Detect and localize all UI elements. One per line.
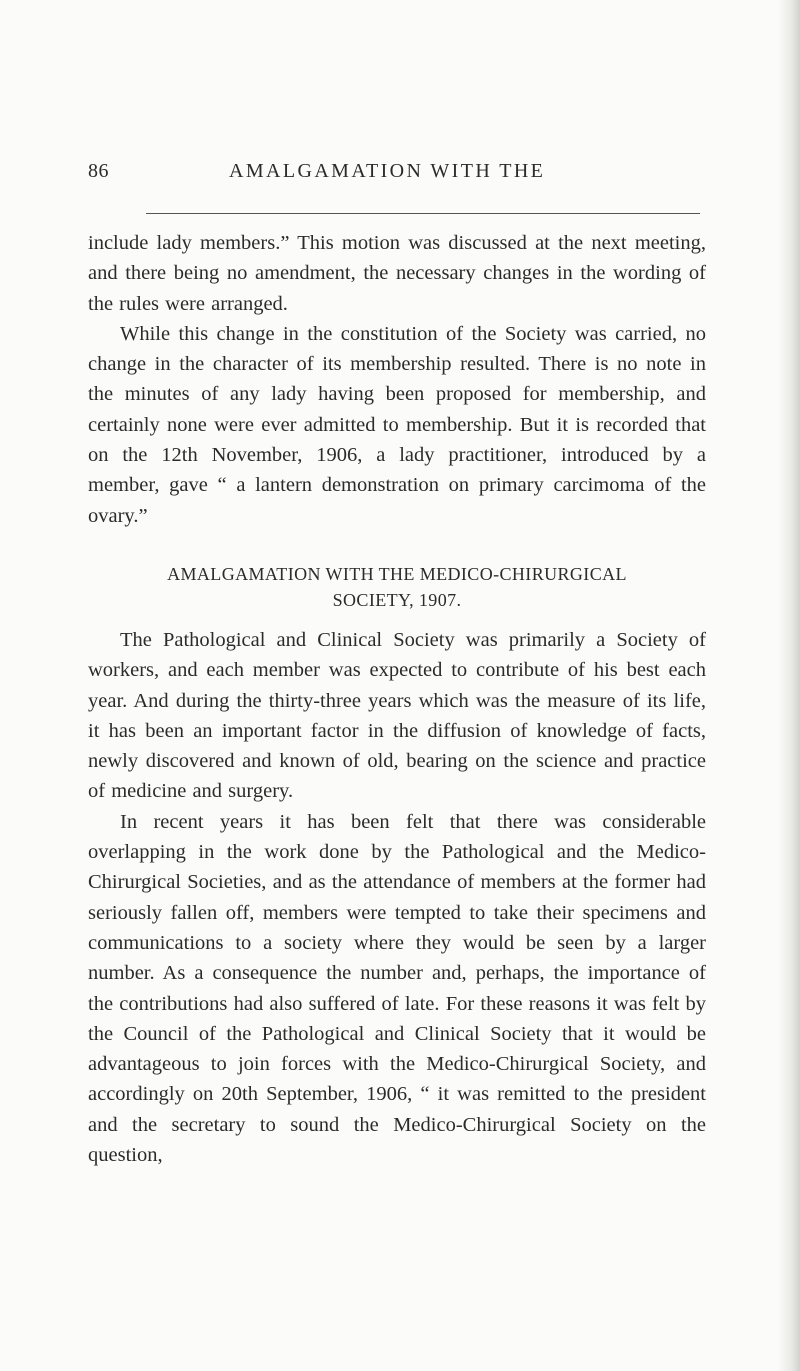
section-heading-line2: SOCIETY, 1907. (332, 589, 462, 610)
section-heading-line1: AMALGAMATION WITH THE MEDICO-CHIRURGICAL (167, 563, 627, 584)
page-header (88, 160, 704, 200)
section-heading (88, 561, 706, 613)
header-rule (146, 213, 700, 214)
page-number: 86 (88, 160, 109, 182)
page-body (88, 228, 706, 1170)
paragraph-overlapping-work: In recent years it has been felt that there was considerable overlapping in the work done by the Pathological and the Medico-Chirurgical Societies, and as the attendance of members at the former had seriously fallen off, members were tempted to take their specimens and communications to a society where they would be seen by a larger number. As a consequence the number and, perhaps, the importance of the contributions had also suffered of late. For these reasons it was felt by the Council of the Pathological and Clinical Society that it would be advantageous to join forces with the Medico-Chirurgical Society, and accordingly on 20th September, 1906, “ it was remitted to the president and the secretary to sound the Medico-Chirurgical Society on the question, (88, 810, 706, 1167)
paragraph-society-of-workers: The Pathological and Clinical Society was primarily a Society of workers, and each member was expected to contribute of his best each year. And during the thirty-three years which was the measure of its life, it has been an important factor in the diffusion of knowledge of facts, newly discovered and known of old, bearing on the science and practice of medicine and surgery. (88, 628, 706, 803)
paragraph-continued: include lady members.” This motion was discussed at the next meeting, and there being no amendment, the necessary changes in the wording of the rules were arranged. (88, 232, 706, 315)
page-edge-shadow (778, 0, 800, 1371)
running-title: AMALGAMATION WITH THE (229, 160, 546, 182)
paragraph-constitution-change: While this change in the constitution of the Society was carried, no change in the character of its membership resulted. There is no note in the minutes of any lady having been proposed for membership, and certainly none were ever admitted to membership. But it is recorded that on the 12th November, 1906, a lady practitioner, introduced by a member, gave “ a lantern demonstration on primary carcimoma of the ovary.” (88, 322, 706, 527)
